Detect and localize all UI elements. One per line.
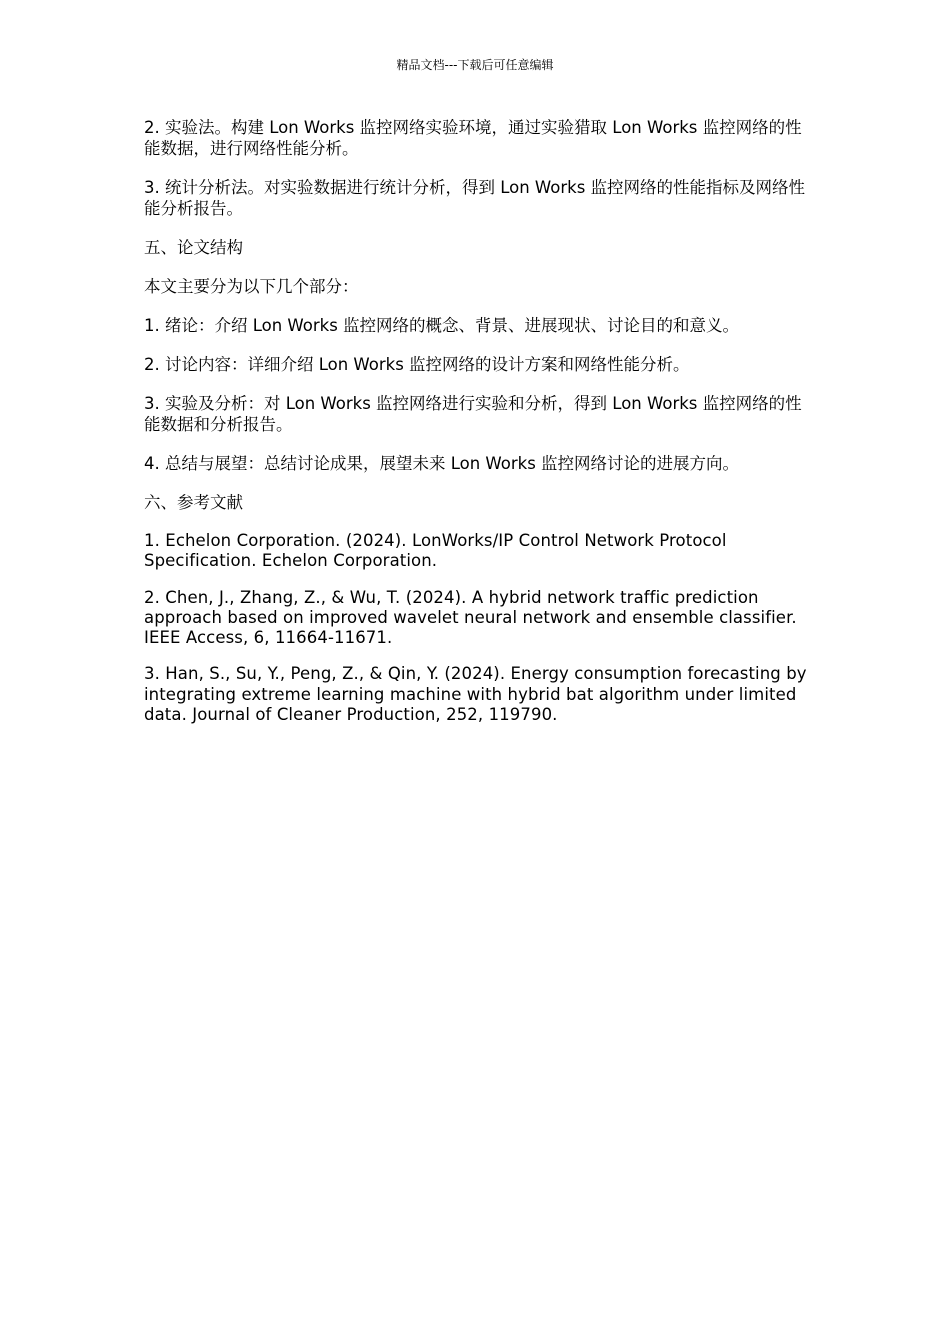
reference-item: 3. Han, S., Su, Y., Peng, Z., & Qin, Y. (2024). Energy consumption forecasting by integrating extreme learning machine with hybrid bat algorithm under limited data. Journal of Cleaner Production, 252, 119790. bbox=[144, 664, 807, 725]
paragraph-summary: 4. 总结与展望：总结讨论成果，展望未来 Lon Works 监控网络讨论的进展方向。 bbox=[144, 454, 740, 473]
document-body bbox=[144, 117, 810, 741]
paragraph-statistical-method: 3. 统计分析法。对实验数据进行统计分析，得到 Lon Works 监控网络的性能指标及网络性能分析报告。 bbox=[144, 178, 806, 218]
paragraph-experiment-analysis: 3. 实验及分析：对 Lon Works 监控网络进行实验和分析，得到 Lon Works 监控网络的性能数据和分析报告。 bbox=[144, 394, 802, 434]
paragraph-experiment-method: 2. 实验法。构建 Lon Works 监控网络实验环境，通过实验猎取 Lon Works 监控网络的性能数据，进行网络性能分析。 bbox=[144, 118, 802, 158]
reference-item: 1. Echelon Corporation. (2024). LonWorks/IP Control Network Protocol Specification. Echelon Corporation. bbox=[144, 531, 727, 571]
reference-list bbox=[144, 531, 810, 725]
paragraph-introduction: 1. 绪论：介绍 Lon Works 监控网络的概念、背景、进展现状、讨论目的和意义。 bbox=[144, 316, 740, 335]
page-header: 精品文档---下载后可任意编辑 bbox=[396, 58, 554, 72]
section-heading-references: 六、参考文献 bbox=[144, 493, 243, 512]
reference-item: 2. Chen, J., Zhang, Z., & Wu, T. (2024). A hybrid network traffic prediction approach based on improved wavelet neural network and ensemble classifier. IEEE Access, 6, 11664-11671. bbox=[144, 587, 797, 648]
section-heading-structure: 五、论文结构 bbox=[144, 238, 243, 257]
paragraph-discussion: 2. 讨论内容：详细介绍 Lon Works 监控网络的设计方案和网络性能分析。 bbox=[144, 355, 690, 374]
paragraph-structure-intro: 本文主要分为以下几个部分： bbox=[144, 277, 359, 296]
